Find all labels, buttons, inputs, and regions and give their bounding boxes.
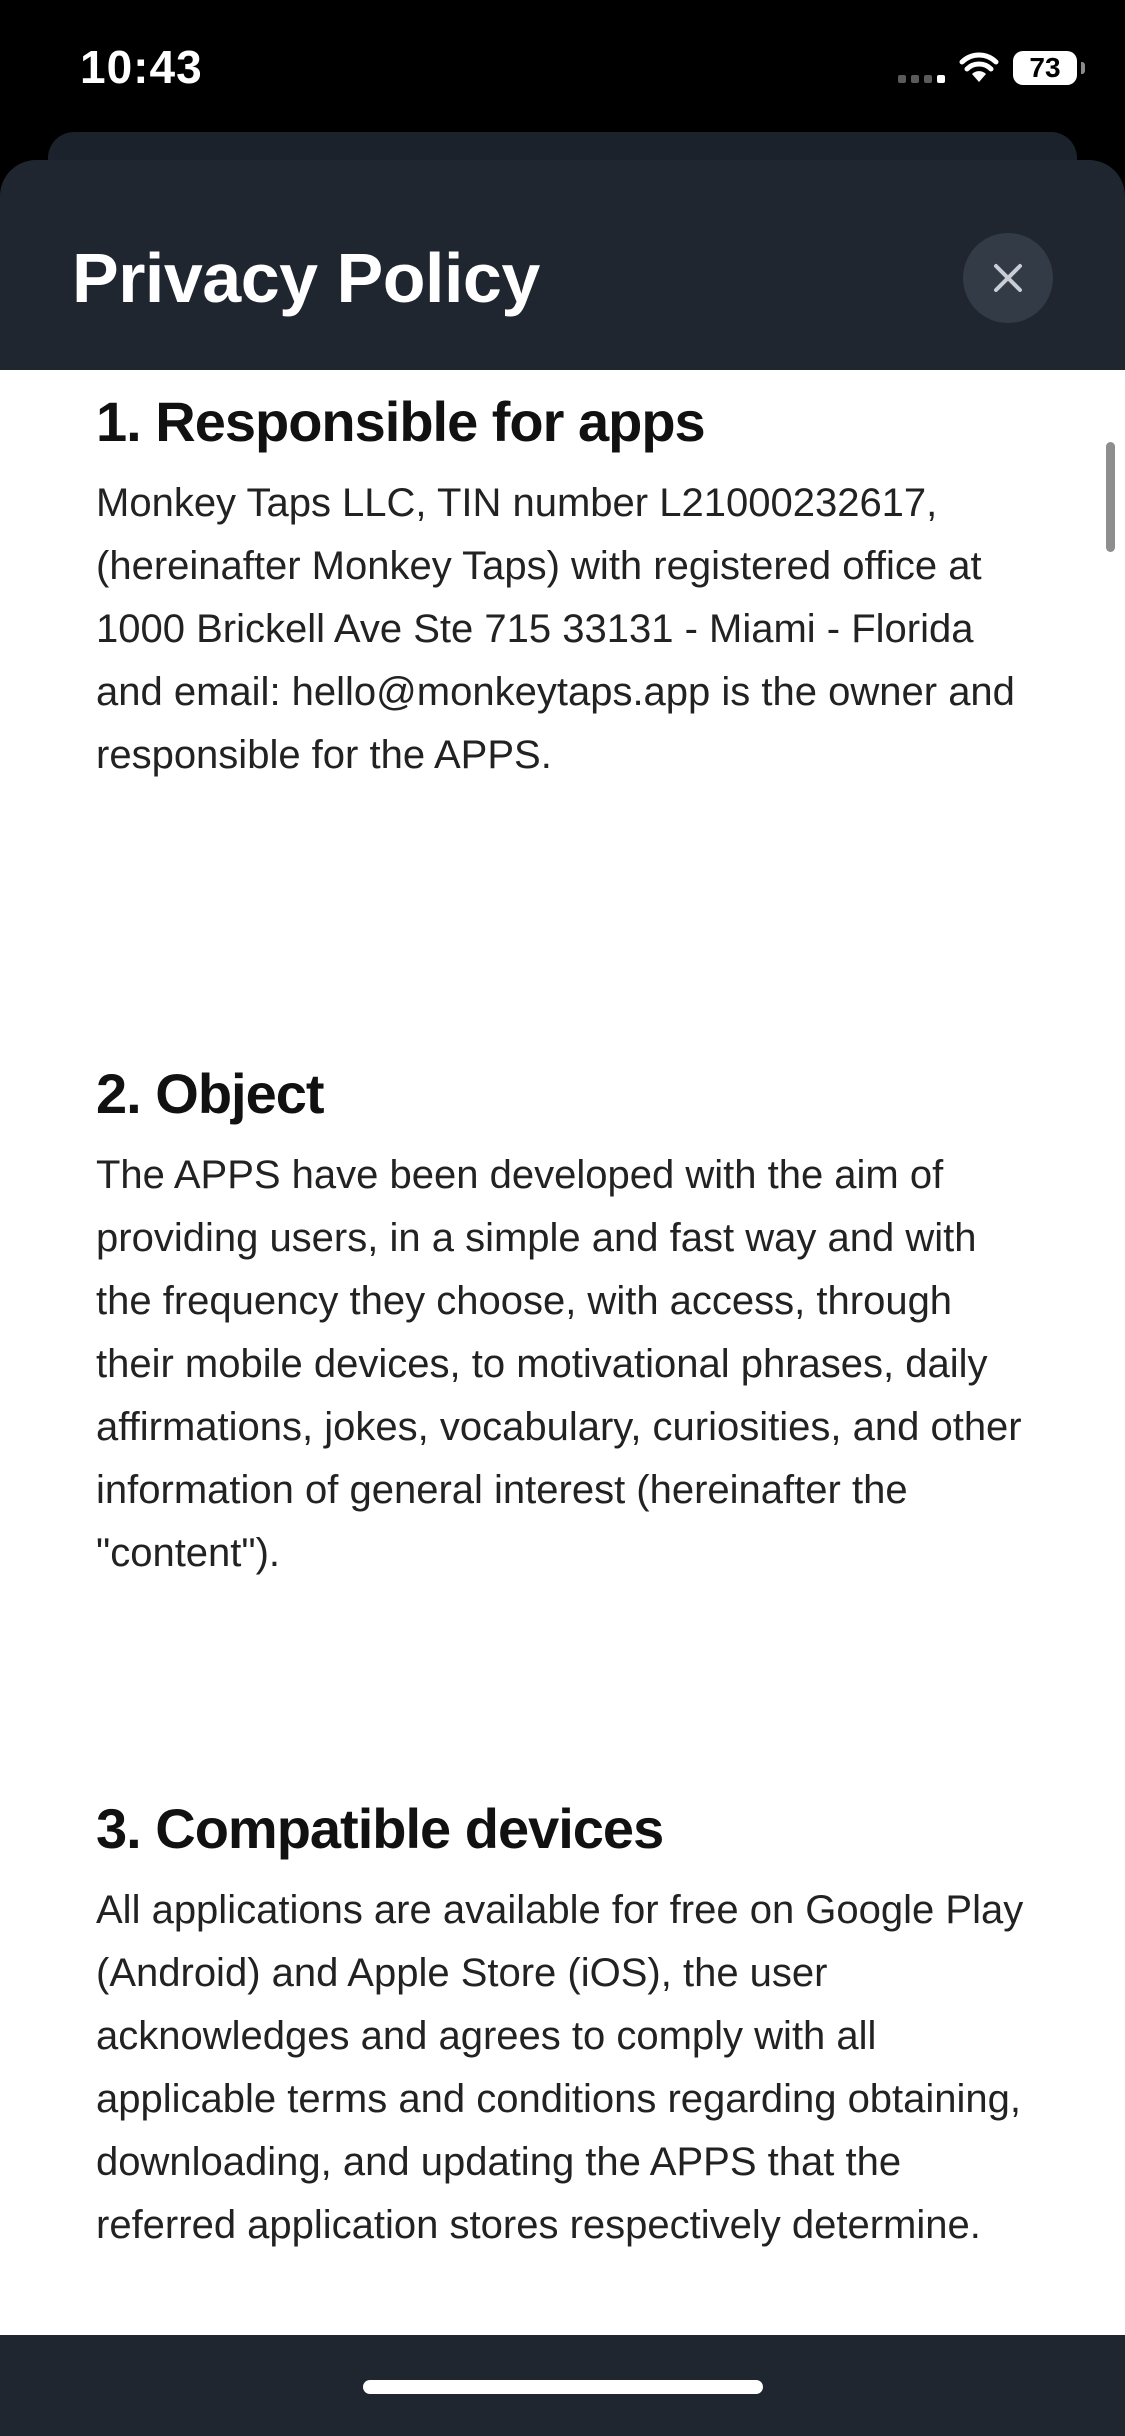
policy-content-scroll[interactable]	[0, 370, 1125, 2335]
section-heading: 3. Compatible devices	[96, 1797, 664, 1860]
section-body: All applications are available for free on Google Play (Android) and Apple Store (iOS), the user acknowledges and agrees to comply with all applicable terms and conditions regarding obtaining, downloading, and updating the APPS that the referred application stores respectively determine.	[96, 1888, 1024, 2247]
close-button[interactable]	[963, 233, 1053, 323]
section-heading: 1. Responsible for apps	[96, 390, 705, 453]
page-title: Privacy Policy	[72, 239, 540, 317]
cellular-signal-icon	[898, 53, 945, 83]
policy-section	[96, 1793, 1026, 2257]
status-icons	[898, 48, 1077, 88]
section-body: The APPS have been developed with the aim of providing users, in a simple and fast way and with the frequency they choose, with access, through their mobile devices, to motivational phrases, daily affirmations, jokes, vocabulary, curiosities, and other information of general interest (hereinafter the "content").	[96, 1153, 1022, 1575]
scrollbar[interactable]	[1106, 442, 1115, 552]
home-indicator[interactable]	[363, 2380, 763, 2394]
battery-icon: 73	[1013, 51, 1077, 85]
policy-section	[96, 1058, 1026, 1585]
wifi-icon	[959, 52, 999, 84]
status-bar	[0, 0, 1125, 135]
policy-section	[96, 386, 1026, 787]
status-time: 10:43	[80, 41, 203, 93]
section-heading: 2. Object	[96, 1062, 324, 1125]
close-icon	[991, 261, 1025, 295]
section-body: Monkey Taps LLC, TIN number L21000232617, (hereinafter Monkey Taps) with registered office at 1000 Brickell Ave Ste 715 33131 - Miami - Florida and email: hello@monkeytaps.app is the owner and responsible for the APPS.	[96, 481, 1015, 777]
sheet-header	[0, 160, 1125, 370]
home-indicator-area	[0, 2335, 1125, 2436]
